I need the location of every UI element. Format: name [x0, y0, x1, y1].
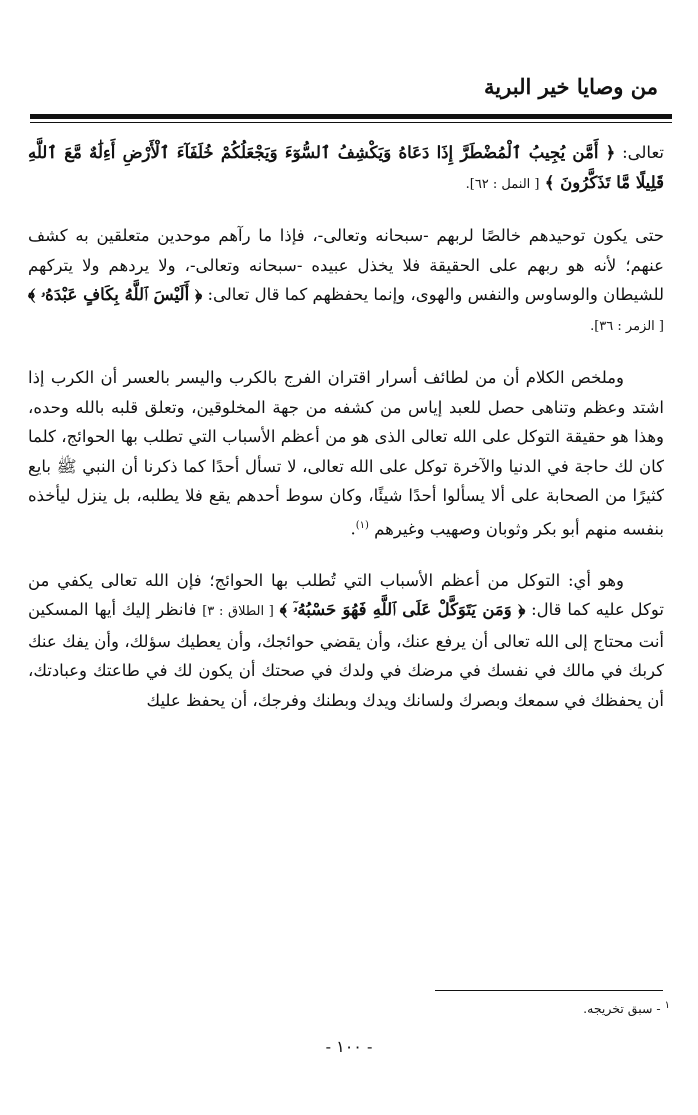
footnote-marker: (١): [355, 519, 369, 531]
paragraph-2-text: حتى يكون توحيدهم خالصًا لربهم -سبحانه وتعالى-، فإذا ما رآهم موحدين متعلقين به كشف عنهم؛ لأنه هو ربهم على الحقيقة فلا يخذل عبيده -سبحانه وتعالى-، ولا يردهم ولا يتركهم للشيطان والوساوس والنفس والهوى، وإنما يحفظهم كما قال تعالى:: [28, 226, 664, 304]
running-header: من وصايا خير البرية: [484, 74, 658, 99]
footnote-number: ١: [664, 1000, 670, 1011]
footnote-text: - سبق تخريجه.: [583, 1001, 665, 1017]
paragraph-1: [28, 138, 664, 199]
paragraph-3-text: وملخص الكلام أن من لطائف أسرار اقتران الفرج بالكرب واليسر بالعسر أن الكرب إذا اشتد وعظم وتناهى حصل للعبد إياس من كشفه من جهة المخلوقين، وتعلق قلبه بالله وحده، وهذا هو حقيقة التوكل على الله تعالى الذى هو من أعظم الأسباب التي تطلب بها الحوائج، كلما كان لك حاجة في الدنيا والآخرة توكل على الله تعالى، لا تسأل أحدًا كما ذكرنا أن النبي ﷺ بايع كثيرًا من الصحابة على ألا يسألوا أحدًا شيئًا، وكان سوط أحدهم يقع فلا يطلبه، بل ينزل ليأخذه بنفسه منهم أبو بكر وثوبان وصهيب وغيرهم: [28, 368, 664, 538]
paragraph-2: [28, 221, 664, 341]
paragraph-1-lead: تعالى:: [615, 143, 664, 162]
footnote: [583, 1000, 670, 1016]
page-number: - ١٠٠ -: [325, 1037, 373, 1056]
paragraph-4-text-start: وهو أي: التوكل من أعظم الأسباب التي تُطلب بها الحوائج؛ فإن الله تعالى يكفي من توكل عليه كما قال:: [28, 570, 664, 619]
paragraph-4-text-end: فانظر إليك أيها المسكين أنت محتاج إلى الله تعالى أن يرفع عنك، وأن يقضي حوائجك، وأن يعطيك سؤلك، وأن يفك عنك كربك في مالك في نفسك في مرضك في ولدك في صحتك أن يكون لك في طاعتك وعبادتك، أن يحفظك في سمعك وبصرك ولسانك ويدك وبطنك وفرجك، أن يحفظ عليك: [28, 600, 664, 710]
header-rule-thick: [30, 114, 672, 119]
verse-reference-talaq: [ الطلاق : ٣]: [202, 604, 274, 619]
main-text: [28, 138, 664, 715]
paragraph-4: [28, 566, 664, 716]
quran-verse-zumar: ﴿ أَلَيْسَ ٱللَّهُ بِكَافٍ عَبْدَهُۥ ﴾: [28, 285, 203, 304]
quran-verse-naml: ﴿ أَمَّن يُجِيبُ ٱلْمُضْطَرَّ إِذَا دَعَاهُ وَيَكْشِفُ ٱلسُّوٓءَ وَيَجْعَلُكُمْ خُلَفَآءَ ٱلْأَرْضِ أَءِلَٰهٌ مَّعَ ٱللَّهِ قَلِيلًا مَّا تَذَكَّرُونَ ﴾: [28, 143, 664, 192]
header-rule-thin: [30, 122, 672, 123]
verse-reference-naml: [ النمل : ٦٢].: [465, 176, 540, 192]
verse-reference-zumar: [ الزمر : ٣٦].: [590, 318, 664, 334]
paragraph-3-end: .: [350, 519, 356, 538]
footnote-rule: [435, 990, 663, 991]
paragraph-3: [28, 363, 664, 544]
quran-verse-talaq: ﴿ وَمَن يَتَوَكَّلْ عَلَى ٱللَّهِ فَهُوَ حَسْبُهُۥٓ ﴾: [279, 600, 526, 619]
